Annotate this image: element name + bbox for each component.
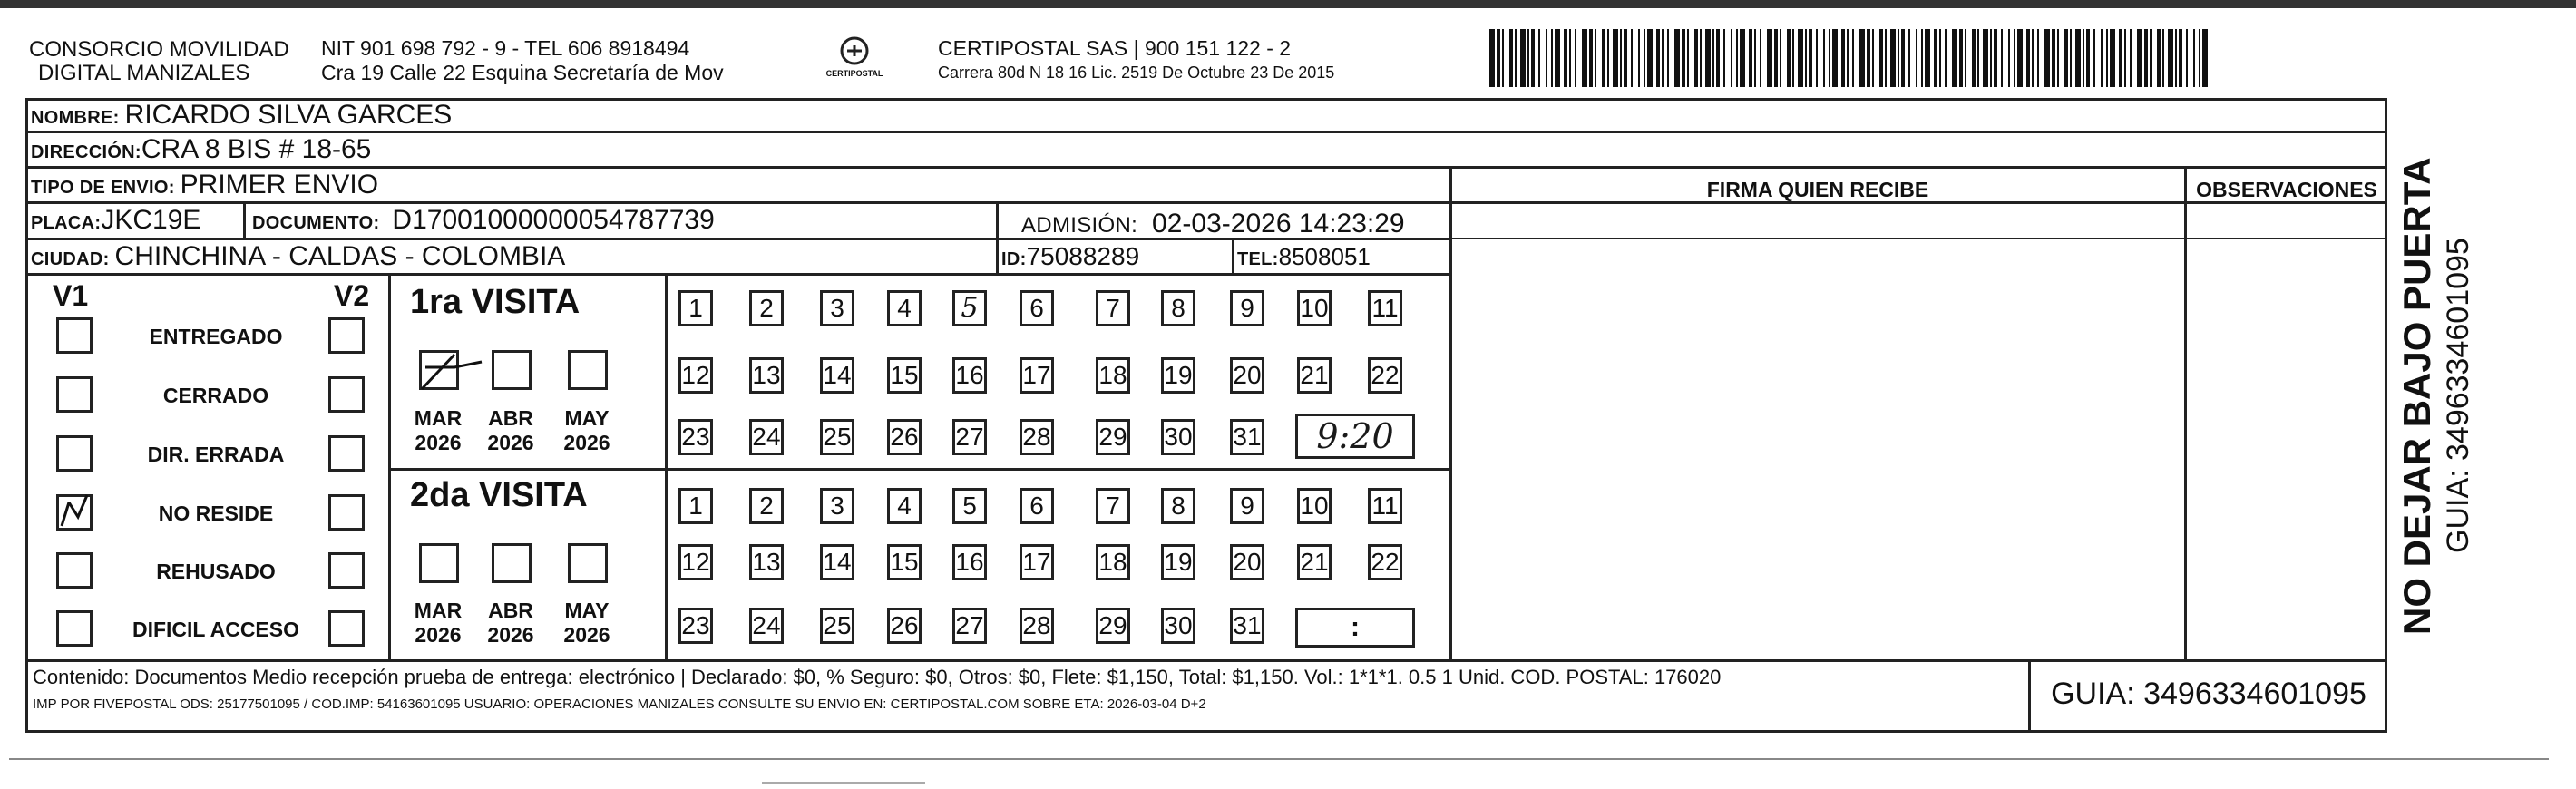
company-address: Cra 19 Calle 22 Esquina Secretaría de Mov	[321, 61, 724, 84]
day-box-second[interactable]: 25	[820, 608, 854, 644]
first-visit-title: 1ra VISITA	[410, 283, 581, 321]
side-guia-number: GUIA: 3496334601095	[2441, 238, 2475, 553]
day-box-second[interactable]: 26	[887, 608, 922, 644]
v2-checkbox[interactable]	[328, 435, 365, 472]
month-name: MAY	[564, 406, 610, 430]
day-box-first[interactable]: 24	[749, 419, 784, 455]
recipient-address: CRA 8 BIS # 18-65	[141, 134, 372, 164]
day-box-second[interactable]: 24	[749, 608, 784, 644]
day-box-first[interactable]: 8	[1161, 290, 1195, 326]
shipping-type: PRIMER ENVIO	[180, 170, 379, 200]
v1-checkbox[interactable]	[56, 610, 93, 647]
observations-header: OBSERVACIONES	[2196, 178, 2377, 201]
day-box-first[interactable]: 13	[749, 357, 784, 394]
month-label	[406, 599, 470, 648]
day-box-second[interactable]: 19	[1161, 544, 1195, 580]
day-box-second[interactable]: 27	[952, 608, 987, 644]
month-label	[555, 406, 619, 455]
v2-checkbox[interactable]	[328, 610, 365, 647]
second-visit-time-box[interactable]	[1295, 608, 1415, 648]
plate-label: PLACA:	[31, 213, 102, 233]
scan-bottom-line	[9, 758, 2549, 760]
status-label: NO RESIDE	[158, 502, 274, 525]
day-box-second[interactable]: 10	[1297, 488, 1332, 524]
scan-cut-mark	[762, 782, 925, 784]
month-name: ABR	[488, 406, 533, 430]
month-name: MAR	[414, 406, 463, 430]
v1-checkbox[interactable]	[56, 552, 93, 589]
day-box-second[interactable]: 22	[1368, 544, 1402, 580]
address-label: DIRECCIÓN:	[31, 142, 141, 162]
day-box-first[interactable]: 1	[678, 290, 713, 326]
second-visit-title: 2da VISITA	[410, 476, 588, 514]
footer-guia-number: GUIA: 3496334601095	[2051, 677, 2366, 711]
status-label: REHUSADO	[156, 560, 276, 583]
v2-header: V2	[334, 279, 370, 312]
day-box-second[interactable]: 11	[1368, 488, 1402, 524]
day-box-first[interactable]: 3	[820, 290, 854, 326]
city-field	[31, 240, 565, 276]
month-label	[479, 406, 542, 455]
day-box-first[interactable]: 17	[1020, 357, 1054, 394]
month-name: MAR	[414, 599, 463, 622]
day-box-first[interactable]: 25	[820, 419, 854, 455]
day-box-first[interactable]: 2	[749, 290, 784, 326]
id-label: ID:	[1001, 249, 1027, 269]
day-box-first[interactable]: 15	[887, 357, 922, 394]
month-label	[479, 599, 542, 648]
month-checkbox-second[interactable]	[568, 543, 608, 583]
plate-number: JKC19E	[101, 205, 201, 235]
day-box-second[interactable]: 21	[1297, 544, 1332, 580]
day-box-second[interactable]: 29	[1096, 608, 1130, 644]
v1-checkbox[interactable]	[56, 494, 93, 531]
day-box-first[interactable]: 12	[678, 357, 713, 394]
shipping-type-label: TIPO DE ENVIO:	[31, 178, 175, 198]
month-year: 2026	[415, 431, 462, 454]
day-box-second[interactable]: 4	[887, 488, 922, 524]
month-label	[555, 599, 619, 648]
day-box-second[interactable]: 13	[749, 544, 784, 580]
day-box-second[interactable]: 31	[1230, 608, 1264, 644]
v2-checkbox[interactable]	[328, 317, 365, 354]
carrier-info	[938, 36, 1334, 85]
v2-checkbox[interactable]	[328, 494, 365, 531]
day-box-second[interactable]: 6	[1020, 488, 1054, 524]
month-checkbox-first[interactable]	[568, 350, 608, 390]
scan-top-edge	[0, 0, 2576, 8]
day-box-second[interactable]: 1	[678, 488, 713, 524]
day-box-second[interactable]: 28	[1020, 608, 1054, 644]
day-box-first[interactable]: 31	[1230, 419, 1264, 455]
recipient-id: 75088289	[1026, 242, 1140, 270]
certipostal-logo-icon	[818, 34, 891, 89]
document-number: D17001000000054787739	[392, 205, 715, 235]
carrier-name: CERTIPOSTAL SAS | 900 151 122 - 2	[938, 36, 1292, 60]
month-year: 2026	[415, 623, 462, 647]
day-box-first[interactable]: 6	[1020, 290, 1054, 326]
day-box-second[interactable]: 16	[952, 544, 987, 580]
name-label: NOMBRE:	[31, 108, 120, 128]
v1-checkbox[interactable]	[56, 376, 93, 413]
status-label: ENTREGADO	[149, 325, 283, 348]
day-box-first[interactable]: 30	[1161, 419, 1195, 455]
month-checkbox-second[interactable]	[419, 543, 459, 583]
day-box-first[interactable]: 23	[678, 419, 713, 455]
second-visit-time: :	[1351, 612, 1360, 642]
day-box-first[interactable]: 21	[1297, 357, 1332, 394]
status-label: CERRADO	[162, 384, 269, 407]
day-box-second[interactable]: 3	[820, 488, 854, 524]
day-box-first[interactable]: 9	[1230, 290, 1264, 326]
day-box-second[interactable]: 20	[1230, 544, 1264, 580]
carrier-license: Carrera 80d N 18 16 Lic. 2519 De Octubre 23 De 2015	[938, 63, 1335, 82]
signature-area[interactable]	[1452, 240, 2183, 659]
first-visit-time: 9:20	[1316, 416, 1394, 456]
company-line-1: CONSORCIO MOVILIDAD	[29, 37, 289, 62]
signature-header: FIRMA QUIEN RECIBE	[1706, 178, 1929, 201]
status-label: DIR. ERRADA	[147, 443, 285, 466]
month-checkbox-first[interactable]	[492, 350, 532, 390]
day-box-first[interactable]: 18	[1096, 357, 1130, 394]
v2-checkbox[interactable]	[328, 376, 365, 413]
day-box-first[interactable]: 29	[1096, 419, 1130, 455]
footer-content-line: Contenido: Documentos Medio recepción prueba de entrega: electrónico | Declarado: $0, % Seguro: $0, Otros: $0, Flete: $1,150, Total: $1,150. Vol.: 1*1*1. 0.5 1 Unid. COD. POSTAL: 176020	[33, 666, 1722, 688]
nit-line: NIT 901 698 792 - 9 - TEL 606 8918494	[321, 36, 690, 60]
month-name: MAY	[564, 599, 610, 622]
id-field	[1001, 240, 1139, 276]
day-box-first[interactable]: 14	[820, 357, 854, 394]
day-box-second[interactable]: 9	[1230, 488, 1264, 524]
day-box-second[interactable]: 15	[887, 544, 922, 580]
month-year: 2026	[563, 623, 610, 647]
first-visit-time-box[interactable]	[1295, 414, 1415, 459]
day-box-second[interactable]: 8	[1161, 488, 1195, 524]
check-mark-icon	[418, 347, 473, 393]
v1-checkbox[interactable]	[56, 435, 93, 472]
day-box-second[interactable]: 30	[1161, 608, 1195, 644]
day-box-second[interactable]: 12	[678, 544, 713, 580]
day-box-second[interactable]: 23	[678, 608, 713, 644]
recipient-tel: 8508051	[1278, 243, 1371, 270]
shipping-type-field	[31, 169, 378, 204]
admission-label: ADMISIÓN:	[1021, 213, 1138, 238]
day-box-second[interactable]: 17	[1020, 544, 1054, 580]
month-name: ABR	[488, 599, 533, 622]
v1-checkbox[interactable]	[56, 317, 93, 354]
day-box-second[interactable]: 14	[820, 544, 854, 580]
city: CHINCHINA - CALDAS - COLOMBIA	[114, 241, 566, 271]
admission-field	[1021, 208, 1405, 242]
day-box-first[interactable]: 22	[1368, 357, 1402, 394]
document-field	[252, 204, 715, 239]
month-year: 2026	[487, 431, 534, 454]
tel-field	[1237, 240, 1371, 276]
company-contact	[321, 36, 724, 85]
day-box-first[interactable]: 10	[1297, 290, 1332, 326]
day-box-second[interactable]: 7	[1096, 488, 1130, 524]
day-box-second[interactable]: 5	[952, 488, 987, 524]
v2-checkbox[interactable]	[328, 552, 365, 589]
logo-text: CERTIPOSTAL	[825, 69, 883, 78]
day-box-first[interactable]: 11	[1368, 290, 1402, 326]
day-box-first[interactable]: 4	[887, 290, 922, 326]
recipient-name: RICARDO SILVA GARCES	[124, 100, 453, 130]
month-checkbox-first[interactable]	[419, 350, 459, 390]
day-box-first[interactable]: 19	[1161, 357, 1195, 394]
day-box-first[interactable]: 7	[1096, 290, 1130, 326]
day-box-first[interactable]: 16	[952, 357, 987, 394]
month-year: 2026	[563, 431, 610, 454]
tel-label: TEL:	[1237, 249, 1279, 269]
observations-area[interactable]	[2187, 240, 2386, 659]
company-line-2: DIGITAL MANIZALES	[38, 61, 250, 85]
month-checkbox-second[interactable]	[492, 543, 532, 583]
footer-print-line: IMP POR FIVEPOSTAL ODS: 25177501095 / COD.IMP: 54163601095 USUARIO: OPERACIONES MANIZALES CONSULTE SU ENVIO EN: CERTIPOSTAL.COM SOBRE ETA: 2026-03-04 D+2	[33, 696, 1206, 712]
status-label: DIFICIL ACCESO	[132, 618, 299, 641]
month-year: 2026	[487, 623, 534, 647]
day-box-first[interactable]: 5	[952, 290, 987, 326]
day-box-first[interactable]: 20	[1230, 357, 1264, 394]
shipment-barcode	[1488, 29, 2213, 93]
recipient-address-field	[31, 133, 371, 169]
day-box-first[interactable]: 26	[887, 419, 922, 455]
city-label: CIUDAD:	[31, 249, 110, 269]
day-box-first[interactable]: 28	[1020, 419, 1054, 455]
v1-header: V1	[53, 279, 89, 312]
day-box-second[interactable]: 18	[1096, 544, 1130, 580]
side-text	[2395, 127, 2503, 635]
day-box-first[interactable]: 27	[952, 419, 987, 455]
admission-datetime: 02-03-2026 14:23:29	[1152, 209, 1405, 239]
recipient-name-field	[31, 99, 452, 134]
company-name	[29, 38, 289, 85]
document-label: DOCUMENTO:	[252, 213, 380, 233]
plate-field	[31, 204, 200, 239]
check-mark-icon	[56, 490, 93, 526]
no-dejar-bajo-puerta: NO DEJAR BAJO PUERTA	[2395, 157, 2438, 635]
certipostal-logo	[818, 34, 891, 89]
day-box-second[interactable]: 2	[749, 488, 784, 524]
month-label	[406, 406, 470, 455]
